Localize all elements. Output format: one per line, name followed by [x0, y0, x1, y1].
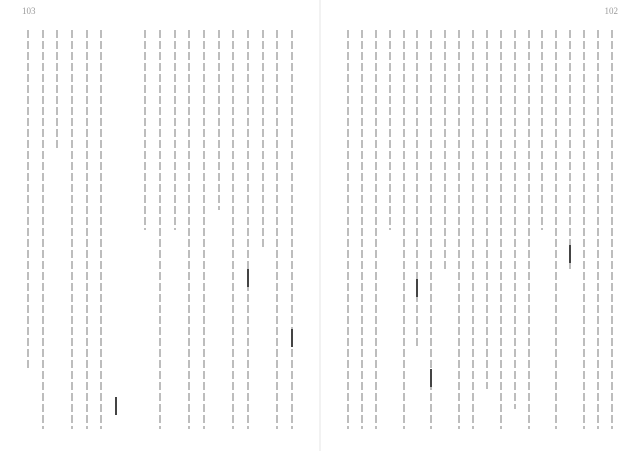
text-column — [257, 30, 269, 249]
text-column — [95, 30, 107, 429]
text-column — [183, 30, 195, 429]
text-columns-right — [342, 30, 618, 429]
text-column — [425, 30, 437, 429]
text-column — [22, 30, 34, 369]
text-column — [356, 30, 368, 429]
text-column — [550, 30, 562, 429]
text-column — [198, 30, 210, 429]
text-column — [139, 30, 151, 230]
text-column — [398, 30, 410, 429]
text-column — [66, 30, 78, 429]
page-number-left: 103 — [22, 6, 36, 16]
text-column — [81, 30, 93, 429]
text-column — [227, 30, 239, 429]
text-column — [125, 30, 137, 429]
text-column — [411, 30, 423, 349]
text-column — [495, 30, 507, 429]
page-right — [320, 0, 640, 451]
text-column — [578, 30, 590, 429]
text-column — [154, 30, 166, 429]
text-column — [213, 30, 225, 210]
text-column — [536, 30, 548, 230]
text-column — [606, 30, 618, 429]
text-column — [523, 30, 535, 429]
text-column — [481, 30, 493, 389]
page-number-right: 102 — [604, 6, 618, 16]
dash-mark — [430, 369, 432, 387]
text-column — [509, 30, 521, 409]
text-column — [467, 30, 479, 429]
text-column — [453, 30, 465, 429]
text-column — [342, 30, 354, 429]
text-column — [242, 30, 254, 429]
dash-mark — [247, 269, 249, 287]
text-column — [271, 30, 283, 429]
text-column — [564, 30, 576, 269]
dash-mark — [115, 397, 117, 415]
text-column — [286, 30, 298, 429]
dash-mark — [416, 279, 418, 297]
text-column — [384, 30, 396, 230]
text-column — [51, 30, 63, 150]
text-column — [169, 30, 181, 230]
text-column — [37, 30, 49, 429]
text-column — [592, 30, 604, 429]
text-column — [110, 30, 122, 429]
text-columns-left — [22, 30, 298, 429]
dash-mark — [569, 245, 571, 263]
text-column — [439, 30, 451, 269]
dash-mark — [291, 329, 293, 347]
text-column — [370, 30, 382, 429]
